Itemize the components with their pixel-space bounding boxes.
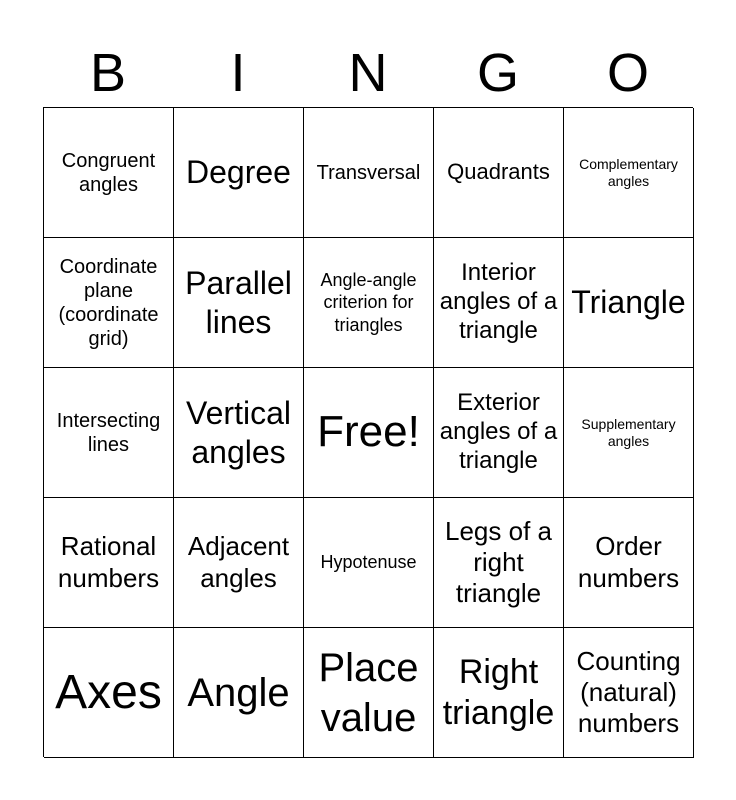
cell-label: Exterior angles of a triangle [439,389,558,474]
header-letter-o: O [606,43,649,103]
free-space-label: Free! [317,407,420,457]
cell-label: Interior angles of a triangle [439,259,558,344]
cell-label: Complementary angles [579,155,678,189]
cell-label: Quadrants [447,159,550,185]
bingo-cell[interactable] [564,238,694,368]
cell-label: Adjacent angles [187,531,290,593]
bingo-cell[interactable] [564,628,694,758]
cell-label: Hypotenuse [320,552,417,573]
cell-label: Intersecting lines [56,409,161,456]
cell-label: Legs of a right triangle [445,515,552,609]
cell-label: Parallel lines [185,265,292,340]
bingo-cell[interactable] [44,108,174,238]
cell-label: Place value [318,645,419,740]
cell-label: Degree [186,154,291,191]
bingo-cell[interactable] [174,628,304,758]
bingo-header [43,38,693,108]
bingo-cell[interactable] [174,498,304,628]
bingo-cell[interactable] [434,498,564,628]
bingo-cell[interactable] [44,498,174,628]
cell-label: Angle [187,670,290,715]
bingo-cell[interactable] [304,108,434,238]
cell-label: Angle-angle criterion for triangles [320,269,417,335]
cell-label: Right triangle [442,652,555,732]
bingo-board [43,107,693,757]
bingo-cell[interactable] [434,238,564,368]
cell-label: Triangle [571,284,686,321]
bingo-cell[interactable] [434,628,564,758]
cell-label: Supplementary angles [581,415,676,449]
cell-label: Axes [55,665,162,719]
cell-label: Order numbers [577,531,680,593]
bingo-cell[interactable] [304,628,434,758]
bingo-cell[interactable] [174,108,304,238]
bingo-cell[interactable] [174,238,304,368]
bingo-cell[interactable] [174,368,304,498]
header-letter-g: G [476,43,519,103]
bingo-cell[interactable] [44,368,174,498]
bingo-cell[interactable] [564,108,694,238]
header-letter-i: I [230,43,246,103]
bingo-cell[interactable] [44,628,174,758]
bingo-cell[interactable] [564,368,694,498]
bingo-cell[interactable] [434,368,564,498]
bingo-cell[interactable] [564,498,694,628]
cell-label: Transversal [316,161,421,184]
free-space-cell[interactable] [304,368,434,498]
cell-label: Counting (natural) numbers [576,645,681,739]
header-letter-n: N [348,43,388,103]
cell-label: Rational numbers [57,531,160,593]
bingo-cell[interactable] [44,238,174,368]
cell-label: Congruent angles [61,149,156,196]
bingo-cell[interactable] [304,498,434,628]
cell-label: Vertical angles [186,395,291,470]
bingo-cell[interactable] [434,108,564,238]
bingo-cell[interactable] [304,238,434,368]
header-letter-b: B [89,43,127,103]
cell-label: Coordinate plane (coordinate grid) [58,255,159,350]
